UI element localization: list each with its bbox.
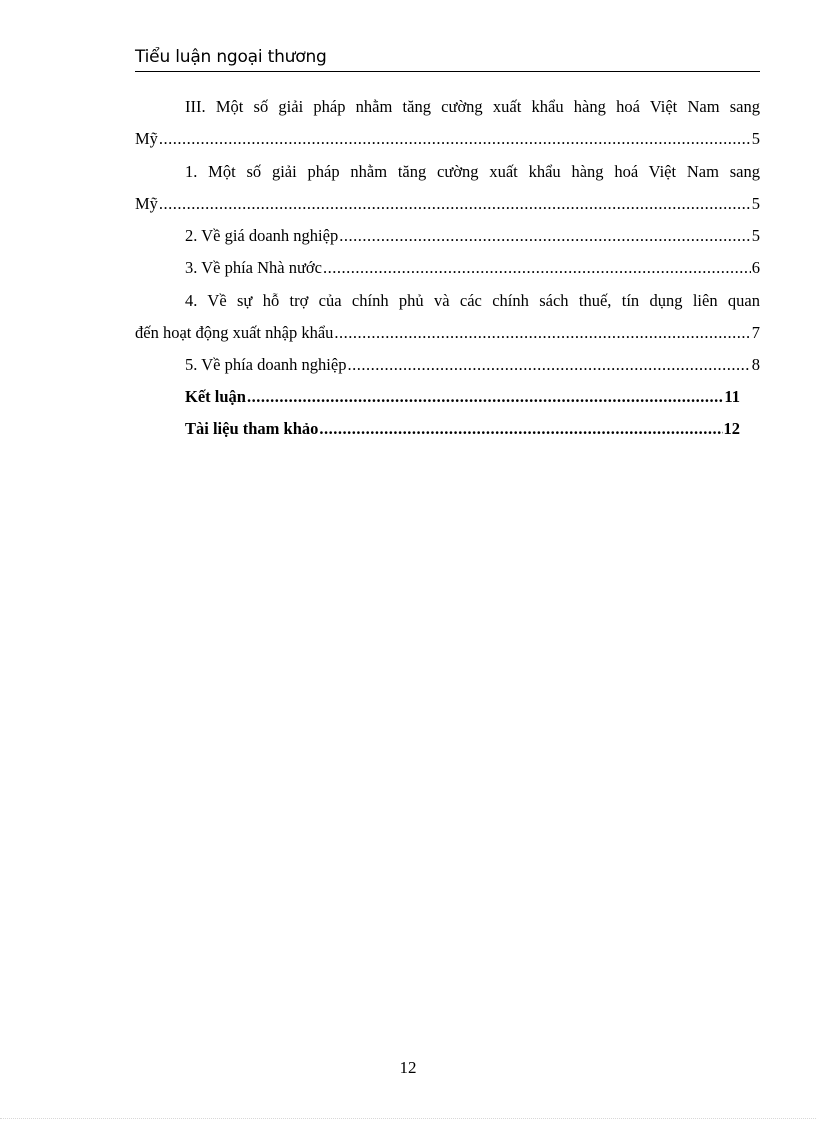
page-bottom-divider (0, 1118, 816, 1119)
toc-entry-text: III. Một số giải pháp nhằm tăng cường xuất khẩu hàng hoá Việt Nam sang (185, 97, 760, 116)
toc-entry-4[interactable] (135, 284, 760, 349)
toc-page-number: 5 (751, 129, 760, 148)
table-of-contents (135, 90, 760, 445)
toc-entry-5[interactable] (135, 349, 760, 381)
toc-entry-2[interactable] (135, 220, 760, 252)
toc-entry-references[interactable] (135, 413, 760, 445)
toc-entry-text: 3. Về phía Nhà nước (185, 258, 322, 277)
toc-page-number: 5 (751, 194, 760, 213)
toc-entry-conclusion[interactable] (135, 381, 760, 413)
toc-page-number: 6 (751, 258, 760, 277)
dot-leader (323, 252, 751, 284)
running-header-title: Tiểu luận ngoại thương (135, 47, 327, 67)
page-number: 12 (399, 1058, 417, 1077)
toc-entry-text: 4. Về sự hỗ trợ của chính phủ và các chính sách thuế, tín dụng liên quan (185, 291, 760, 310)
toc-page-number: 12 (723, 419, 740, 438)
dot-leader (247, 381, 723, 413)
toc-page-number: 7 (751, 323, 760, 342)
toc-page-number: 5 (751, 226, 760, 245)
dot-leader (159, 188, 751, 220)
toc-entry-1[interactable] (135, 155, 760, 220)
dot-leader (159, 123, 751, 155)
toc-entry-text-continued: đến hoạt động xuất nhập khẩu (135, 323, 334, 342)
toc-entry-text-continued: Mỹ (135, 194, 158, 213)
toc-entry-text: Tài liệu tham khảo (185, 419, 319, 438)
dot-leader (347, 349, 750, 381)
dot-leader (319, 413, 722, 445)
toc-entry-text: 2. Về giá doanh nghiệp (185, 226, 339, 245)
toc-entry-section-iii[interactable] (135, 90, 760, 155)
toc-entry-text: 1. Một số giải pháp nhằm tăng cường xuất khẩu hàng hoá Việt Nam sang (185, 162, 760, 181)
toc-entry-3[interactable] (135, 252, 760, 284)
header-rule (135, 71, 760, 72)
toc-entry-text: 5. Về phía doanh nghiệp (185, 355, 347, 374)
dot-leader (339, 220, 751, 252)
toc-page-number: 8 (751, 355, 760, 374)
dot-leader (334, 317, 750, 349)
toc-entry-text: Kết luận (185, 387, 246, 406)
toc-entry-text-continued: Mỹ (135, 129, 158, 148)
toc-page-number: 11 (724, 387, 740, 406)
